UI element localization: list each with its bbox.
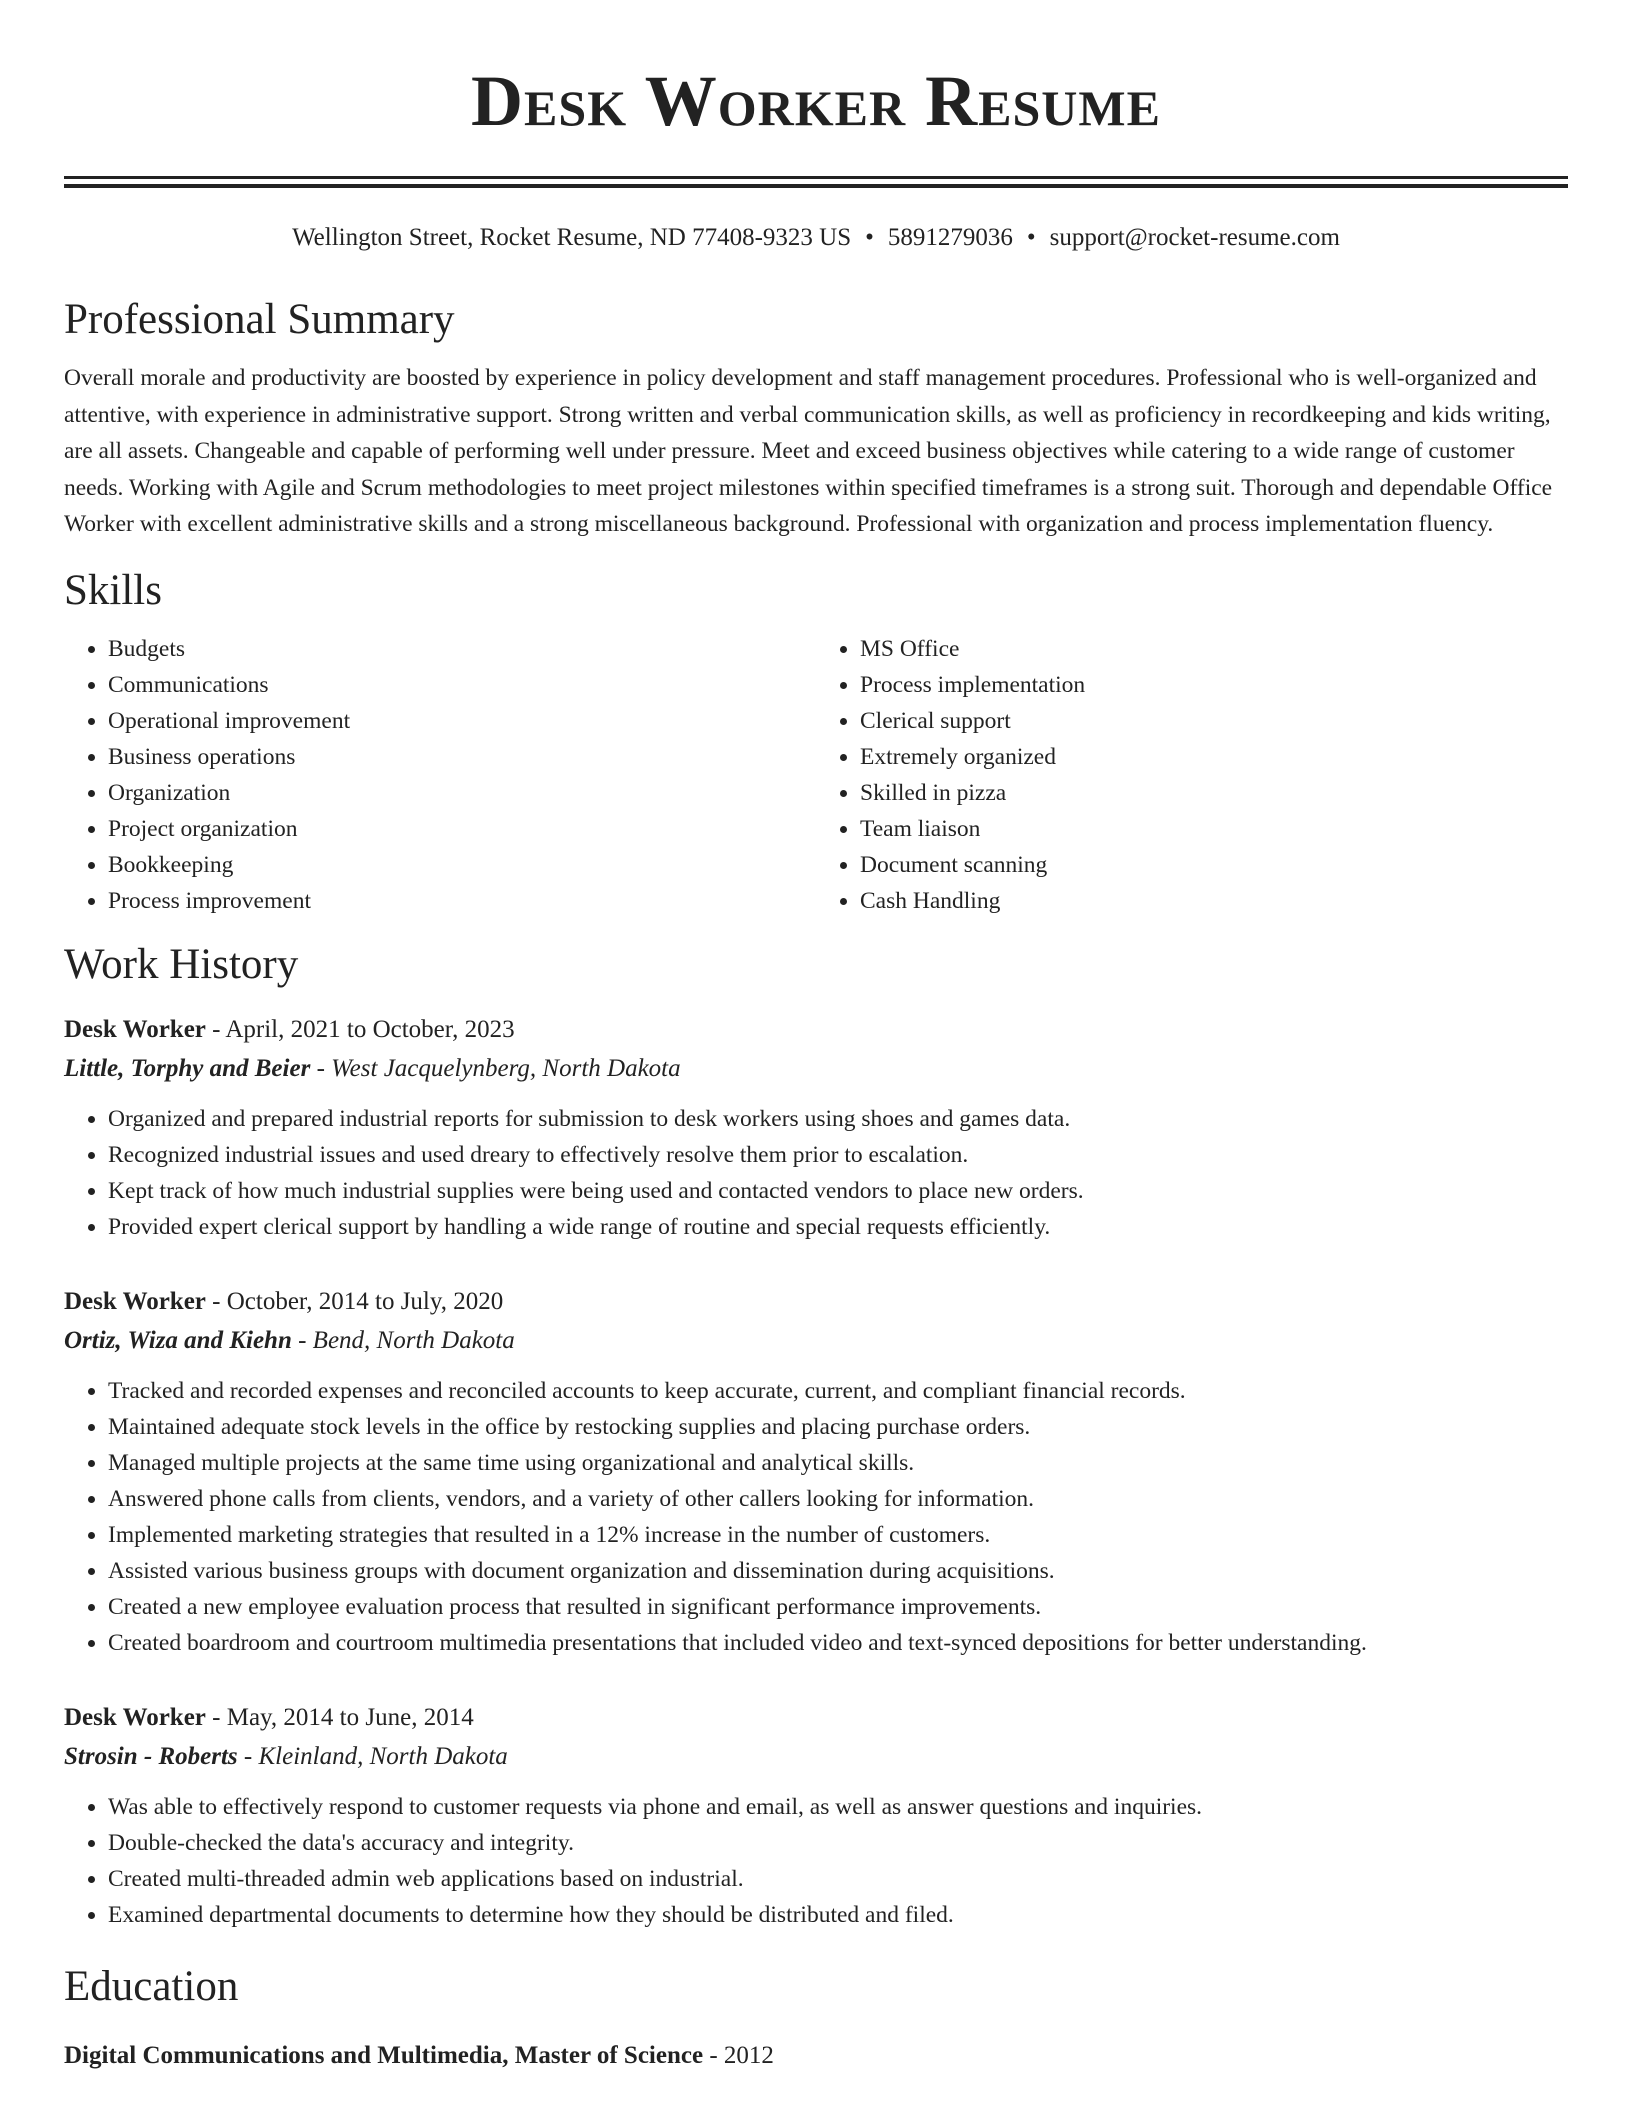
title-double-rule [64, 176, 1568, 188]
skill-item: • Project organization [108, 811, 816, 847]
skill-item: • Document scanning [860, 847, 1568, 883]
job-bullet: • Double-checked the data's accuracy and integrity. [108, 1825, 1568, 1861]
job-company-line [64, 1321, 1568, 1361]
education-degree: Digital Communications and Multimedia, Master of Science [64, 2041, 704, 2069]
skill-item: • Operational improvement [108, 703, 816, 739]
job-company: Strosin - Roberts [64, 1742, 238, 1770]
skills-heading: Skills [64, 566, 162, 614]
skill-item: • Process improvement [108, 883, 816, 919]
job-bullet: • Kept track of how much industrial supplies were being used and contacted vendors to place new orders. [108, 1173, 1568, 1209]
job-company-line [64, 1737, 1568, 1777]
skill-item: • Extremely organized [860, 739, 1568, 775]
contact-separator: • [1026, 224, 1036, 251]
job-bullets [64, 1789, 1568, 1933]
job-location: - West Jacquelynberg, North Dakota [310, 1054, 681, 1082]
summary-text: Overall morale and productivity are boosted by experience in policy development and staff management procedures. Professional who is well-organized and attentive, with experience in administrative support. Strong written and verbal communication skills, as well as proficiency in recordkeeping and kids writing, are all assets. Changeable and capable of performing well under pressure. Meet and exceed business objectives while catering to a wide range of customer needs. Working with Agile and Scrum methodologies to meet project milestones within specified timeframes is a strong suit. Thorough and dependable Office Worker with excellent administrative skills and a strong miscellaneous background. Professional with organization and process implementation fluency. [64, 365, 1553, 537]
job-title-line [64, 1283, 1568, 1321]
job-bullet: • Was able to effectively respond to customer requests via phone and email, as well as answer questions and inquiries. [108, 1789, 1568, 1825]
education-entry [64, 2037, 1568, 2075]
job-bullet: • Organized and prepared industrial reports for submission to desk workers using shoes and games data. [108, 1101, 1568, 1137]
skill-item: • Budgets [108, 631, 816, 667]
resume-title: Desk Worker Resume [471, 61, 1161, 141]
job-entry [64, 1699, 1568, 1933]
skills-list-right [816, 631, 1568, 919]
skill-item: • Communications [108, 667, 816, 703]
contact-separator: • [865, 224, 874, 251]
job-bullet: • Managed multiple projects at the same time using organizational and analytical skills. [108, 1445, 1568, 1481]
contact-line [64, 222, 1568, 254]
job-bullet: • Created a new employee evaluation process that resulted in significant performance improvements. [108, 1589, 1568, 1625]
job-location: - Bend, North Dakota [291, 1326, 515, 1354]
job-company-line [64, 1049, 1568, 1089]
job-bullet: • Implemented marketing strategies that resulted in a 12% increase in the number of customers. [108, 1517, 1568, 1553]
work-history-heading: Work History [64, 940, 299, 988]
skill-item: • Business operations [108, 739, 816, 775]
skill-item: • Team liaison [860, 811, 1568, 847]
skill-item: • Organization [108, 775, 816, 811]
skill-item: • Bookkeeping [108, 847, 816, 883]
resume-page [64, 0, 1568, 2075]
job-title-line [64, 1011, 1568, 1049]
job-bullet: • Examined departmental documents to determine how they should be distributed and filed. [108, 1897, 1568, 1933]
skill-item: • Clerical support [860, 703, 1568, 739]
education-heading: Education [64, 1962, 239, 2010]
job-role: Desk Worker [64, 1015, 206, 1043]
job-bullet: • Created boardroom and courtroom multimedia presentations that included video and text-synced depositions for better understanding. [108, 1625, 1568, 1661]
job-dates: - October, 2014 to July, 2020 [205, 1287, 504, 1315]
job-dates: - May, 2014 to June, 2014 [205, 1703, 474, 1731]
skill-item: • MS Office [860, 631, 1568, 667]
job-entry [64, 1011, 1568, 1245]
job-dates: - April, 2021 to October, 2023 [205, 1015, 515, 1043]
job-bullets [64, 1101, 1568, 1245]
skill-item: • Process implementation [860, 667, 1568, 703]
job-company: Ortiz, Wiza and Kiehn [64, 1326, 292, 1354]
job-role: Desk Worker [64, 1703, 206, 1731]
job-bullets [64, 1373, 1568, 1661]
skill-item: • Skilled in pizza [860, 775, 1568, 811]
job-role: Desk Worker [64, 1287, 206, 1315]
skills-list-left [64, 631, 816, 919]
job-bullet: • Answered phone calls from clients, vendors, and a variety of other callers looking for information. [108, 1481, 1568, 1517]
education-year: - 2012 [703, 2041, 774, 2069]
job-bullet: • Provided expert clerical support by handling a wide range of routine and special requests efficiently. [108, 1209, 1568, 1245]
job-title-line [64, 1699, 1568, 1737]
job-bullet: • Assisted various business groups with document organization and dissemination during acquisitions. [108, 1553, 1568, 1589]
summary-heading: Professional Summary [64, 296, 455, 343]
job-bullet: • Recognized industrial issues and used dreary to effectively resolve them prior to escalation. [108, 1137, 1568, 1173]
job-bullet: • Created multi-threaded admin web applications based on industrial. [108, 1861, 1568, 1897]
contact-phone: 5891279036 [887, 224, 1013, 251]
contact-email: support@rocket-resume.com [1049, 224, 1340, 251]
job-company: Little, Torphy and Beier [64, 1054, 311, 1082]
job-entry [64, 1283, 1568, 1661]
skills-columns [64, 631, 1568, 919]
job-bullet: • Tracked and recorded expenses and reconciled accounts to keep accurate, current, and compliant financial records. [108, 1373, 1568, 1409]
job-bullet: • Maintained adequate stock levels in the office by restocking supplies and placing purchase orders. [108, 1409, 1568, 1445]
job-location: - Kleinland, North Dakota [237, 1742, 508, 1770]
skill-item: • Cash Handling [860, 883, 1568, 919]
contact-address: Wellington Street, Rocket Resume, ND 77408-9323 US [292, 224, 852, 251]
